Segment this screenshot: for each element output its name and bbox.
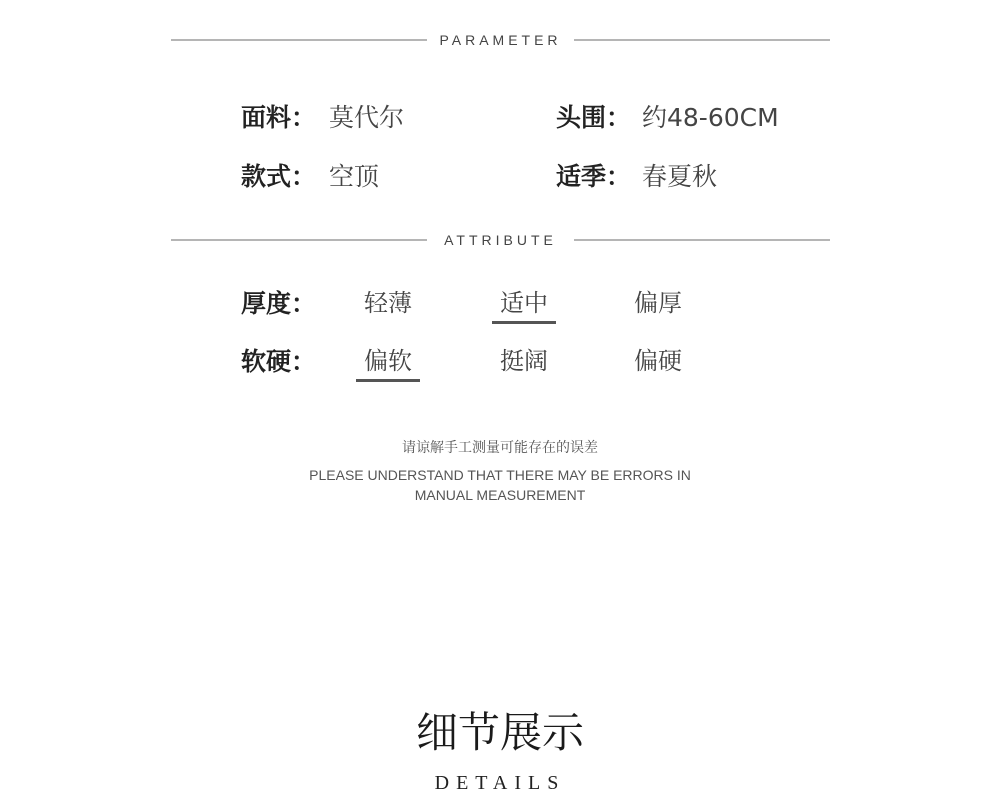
softness-option-hard: 偏硬 xyxy=(634,347,682,375)
thickness-option-medium: 适中 xyxy=(494,286,554,320)
softness-option-stiff: 挺阔 xyxy=(500,347,548,375)
details-subtitle: DETAILS xyxy=(434,772,566,794)
head-circumference-value: 约48-60CM xyxy=(642,103,779,132)
measurement-note-cn: 请谅解手工测量可能存在的误差 xyxy=(402,440,598,456)
fabric-value: 莫代尔 xyxy=(329,103,405,132)
season-value: 春夏秋 xyxy=(642,162,718,191)
thickness-label: 厚度： xyxy=(241,289,317,318)
thickness-option-thin: 轻薄 xyxy=(364,289,412,317)
style-label: 款式： xyxy=(241,162,317,191)
softness-option-soft: 偏软 xyxy=(358,344,418,378)
season-label: 适季： xyxy=(556,162,632,191)
measurement-note-en: PLEASE UNDERSTAND THAT THERE MAY BE ERRORS IN MANUAL MEASUREMENT xyxy=(309,467,691,503)
parameter-heading: PARAMETER xyxy=(439,32,562,48)
style-value: 空顶 xyxy=(329,162,380,191)
attribute-heading: ATTRIBUTE xyxy=(444,232,557,248)
fabric-label: 面料： xyxy=(241,103,317,132)
details-title: 细节展示 xyxy=(415,708,584,757)
divider-line-right xyxy=(574,39,830,41)
head-circumference-label: 头围： xyxy=(556,103,632,132)
parameter-divider xyxy=(171,30,830,50)
divider-line-right xyxy=(574,239,830,241)
softness-label: 软硬： xyxy=(241,347,317,376)
thickness-option-thick: 偏厚 xyxy=(634,289,682,317)
attribute-divider xyxy=(171,230,830,250)
